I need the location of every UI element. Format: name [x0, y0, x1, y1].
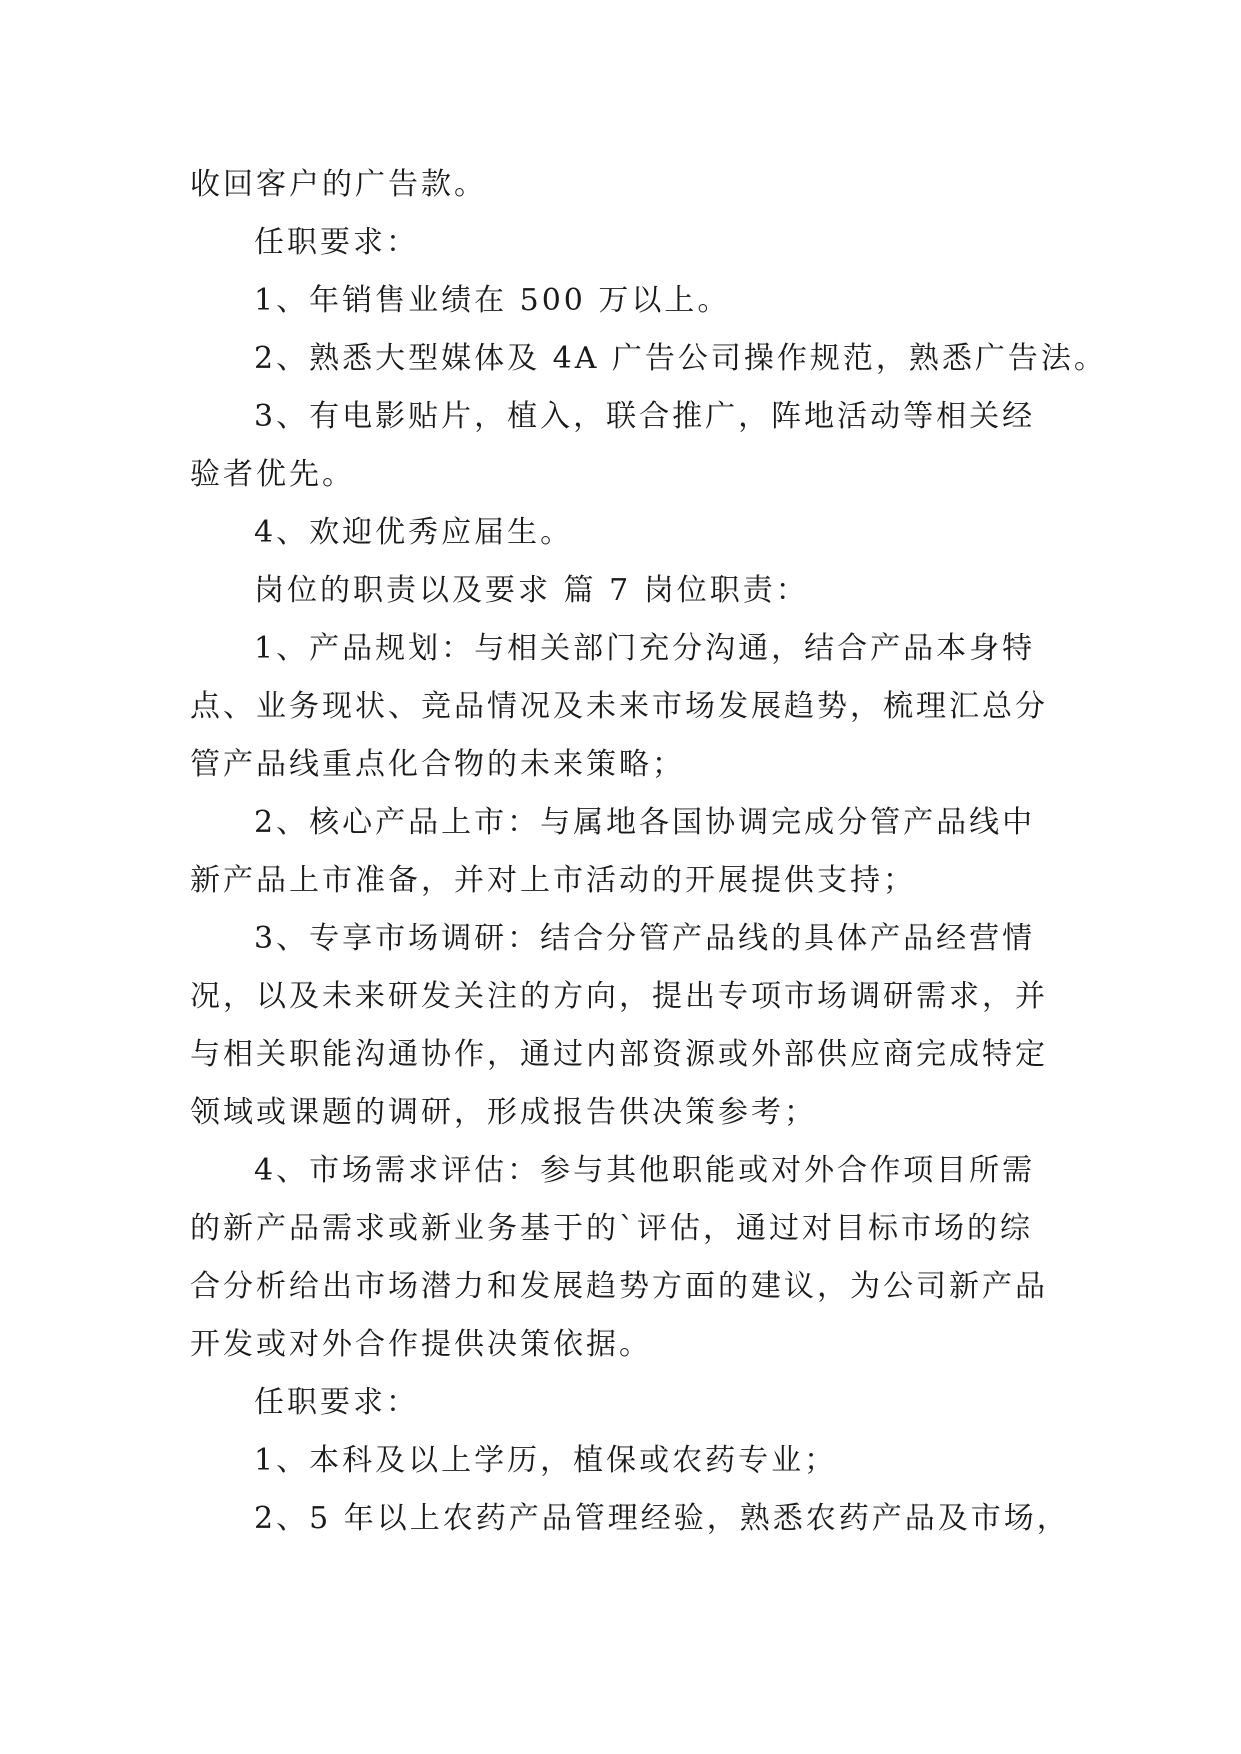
paragraph-line: 的新产品需求或新业务基于的`评估，通过对目标市场的综	[190, 1211, 1033, 1246]
paragraph-line: 2、核心产品上市：与属地各国协调完成分管产品线中	[254, 805, 1036, 840]
paragraph-line: 点、业务现状、竞品情况及未来市场发展趋势，梳理汇总分	[190, 689, 1048, 724]
paragraph-line: 1、本科及以上学历，植保或农药专业；	[254, 1443, 838, 1478]
paragraph-line: 开发或对外合作提供决策依据。	[190, 1327, 652, 1362]
paragraph-line: 新产品上市准备，并对上市活动的开展提供支持；	[190, 863, 916, 898]
paragraph-line: 1、产品规划：与相关部门充分沟通，结合产品本身特	[254, 631, 1036, 666]
paragraph-line: 况，以及未来研发关注的方向，提出专项市场调研需求，并	[190, 979, 1048, 1014]
paragraph-line: 4、欢迎优秀应届生。	[254, 515, 574, 550]
paragraph-line: 收回客户的广告款。	[190, 167, 487, 202]
paragraph-line: 任职要求：	[254, 225, 419, 260]
paragraph-line: 任职要求：	[254, 1385, 419, 1420]
paragraph-line: 1、年销售业绩在 500 万以上。	[254, 283, 731, 318]
paragraph-line: 领域或课题的调研，形成报告供决策参考；	[190, 1095, 817, 1130]
paragraph-line: 3、专享市场调研：结合分管产品线的具体产品经营情	[254, 921, 1036, 956]
document-body	[190, 156, 1107, 1548]
paragraph-line: 4、市场需求评估：参与其他职能或对外合作项目所需	[254, 1153, 1036, 1188]
paragraph-line: 2、5 年以上农药产品管理经验，熟悉农药产品及市场，	[254, 1501, 1070, 1536]
section-heading-line: 岗位的职责以及要求 篇 7 岗位职责：	[254, 573, 809, 608]
paragraph-line: 与相关职能沟通协作，通过内部资源或外部供应商完成特定	[190, 1037, 1048, 1072]
paragraph-line: 3、有电影贴片，植入，联合推广，阵地活动等相关经	[254, 399, 1036, 434]
paragraph-line: 管产品线重点化合物的未来策略；	[190, 747, 685, 782]
paragraph-line: 2、熟悉大型媒体及 4A 广告公司操作规范，熟悉广告法。	[254, 341, 1107, 376]
paragraph-line: 合分析给出市场潜力和发展趋势方面的建议，为公司新产品	[190, 1269, 1048, 1304]
paragraph-line: 验者优先。	[190, 457, 355, 492]
